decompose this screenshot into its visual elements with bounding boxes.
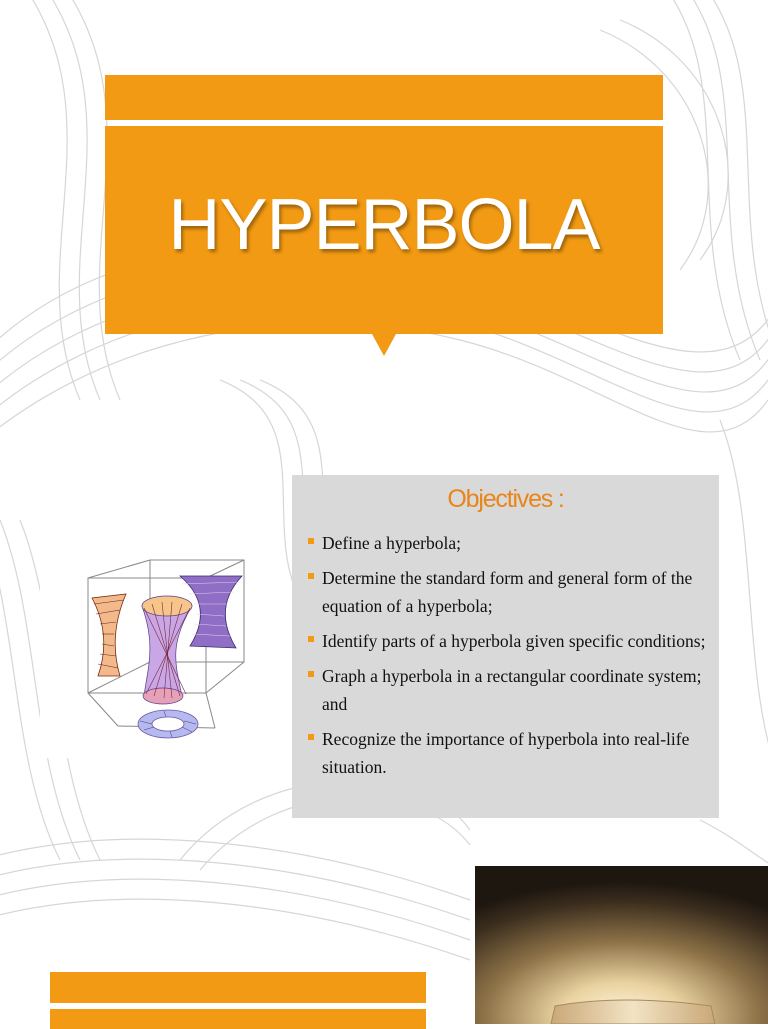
list-item-text: Recognize the importance of hyperbola into real-life situation. [322, 729, 690, 777]
list-item [308, 529, 708, 557]
slide3-title-box [50, 1009, 426, 1029]
list-item [308, 662, 708, 718]
list-item-text: Identify parts of a hyperbola given specific conditions; [322, 631, 706, 651]
hyperboloid-3d-plot-icon [40, 536, 275, 758]
list-item [308, 564, 708, 620]
objectives-list [308, 529, 708, 788]
objectives-panel [292, 475, 719, 818]
title-box [105, 126, 663, 334]
bullet-square-icon [308, 671, 314, 677]
list-item [308, 725, 708, 781]
objectives-heading: Objectives : [447, 485, 564, 513]
bullet-square-icon [308, 734, 314, 740]
list-item-text: Graph a hyperbola in a rectangular coordinate system; and [322, 666, 702, 714]
slide3-top-strip [50, 972, 426, 1003]
bullet-square-icon [308, 538, 314, 544]
list-item-text: Define a hyperbola; [322, 533, 461, 553]
title-box-pointer [372, 334, 396, 356]
title-top-strip [105, 75, 663, 120]
bullet-square-icon [308, 636, 314, 642]
bullet-square-icon [308, 573, 314, 579]
slide-title: HYPERBOLA [168, 185, 600, 265]
list-item [308, 627, 708, 655]
hyperboloid-figure [40, 536, 275, 758]
lamp-light-photo-icon [475, 866, 768, 1024]
list-item-text: Determine the standard form and general form of the equation of a hyperbola; [322, 568, 693, 616]
